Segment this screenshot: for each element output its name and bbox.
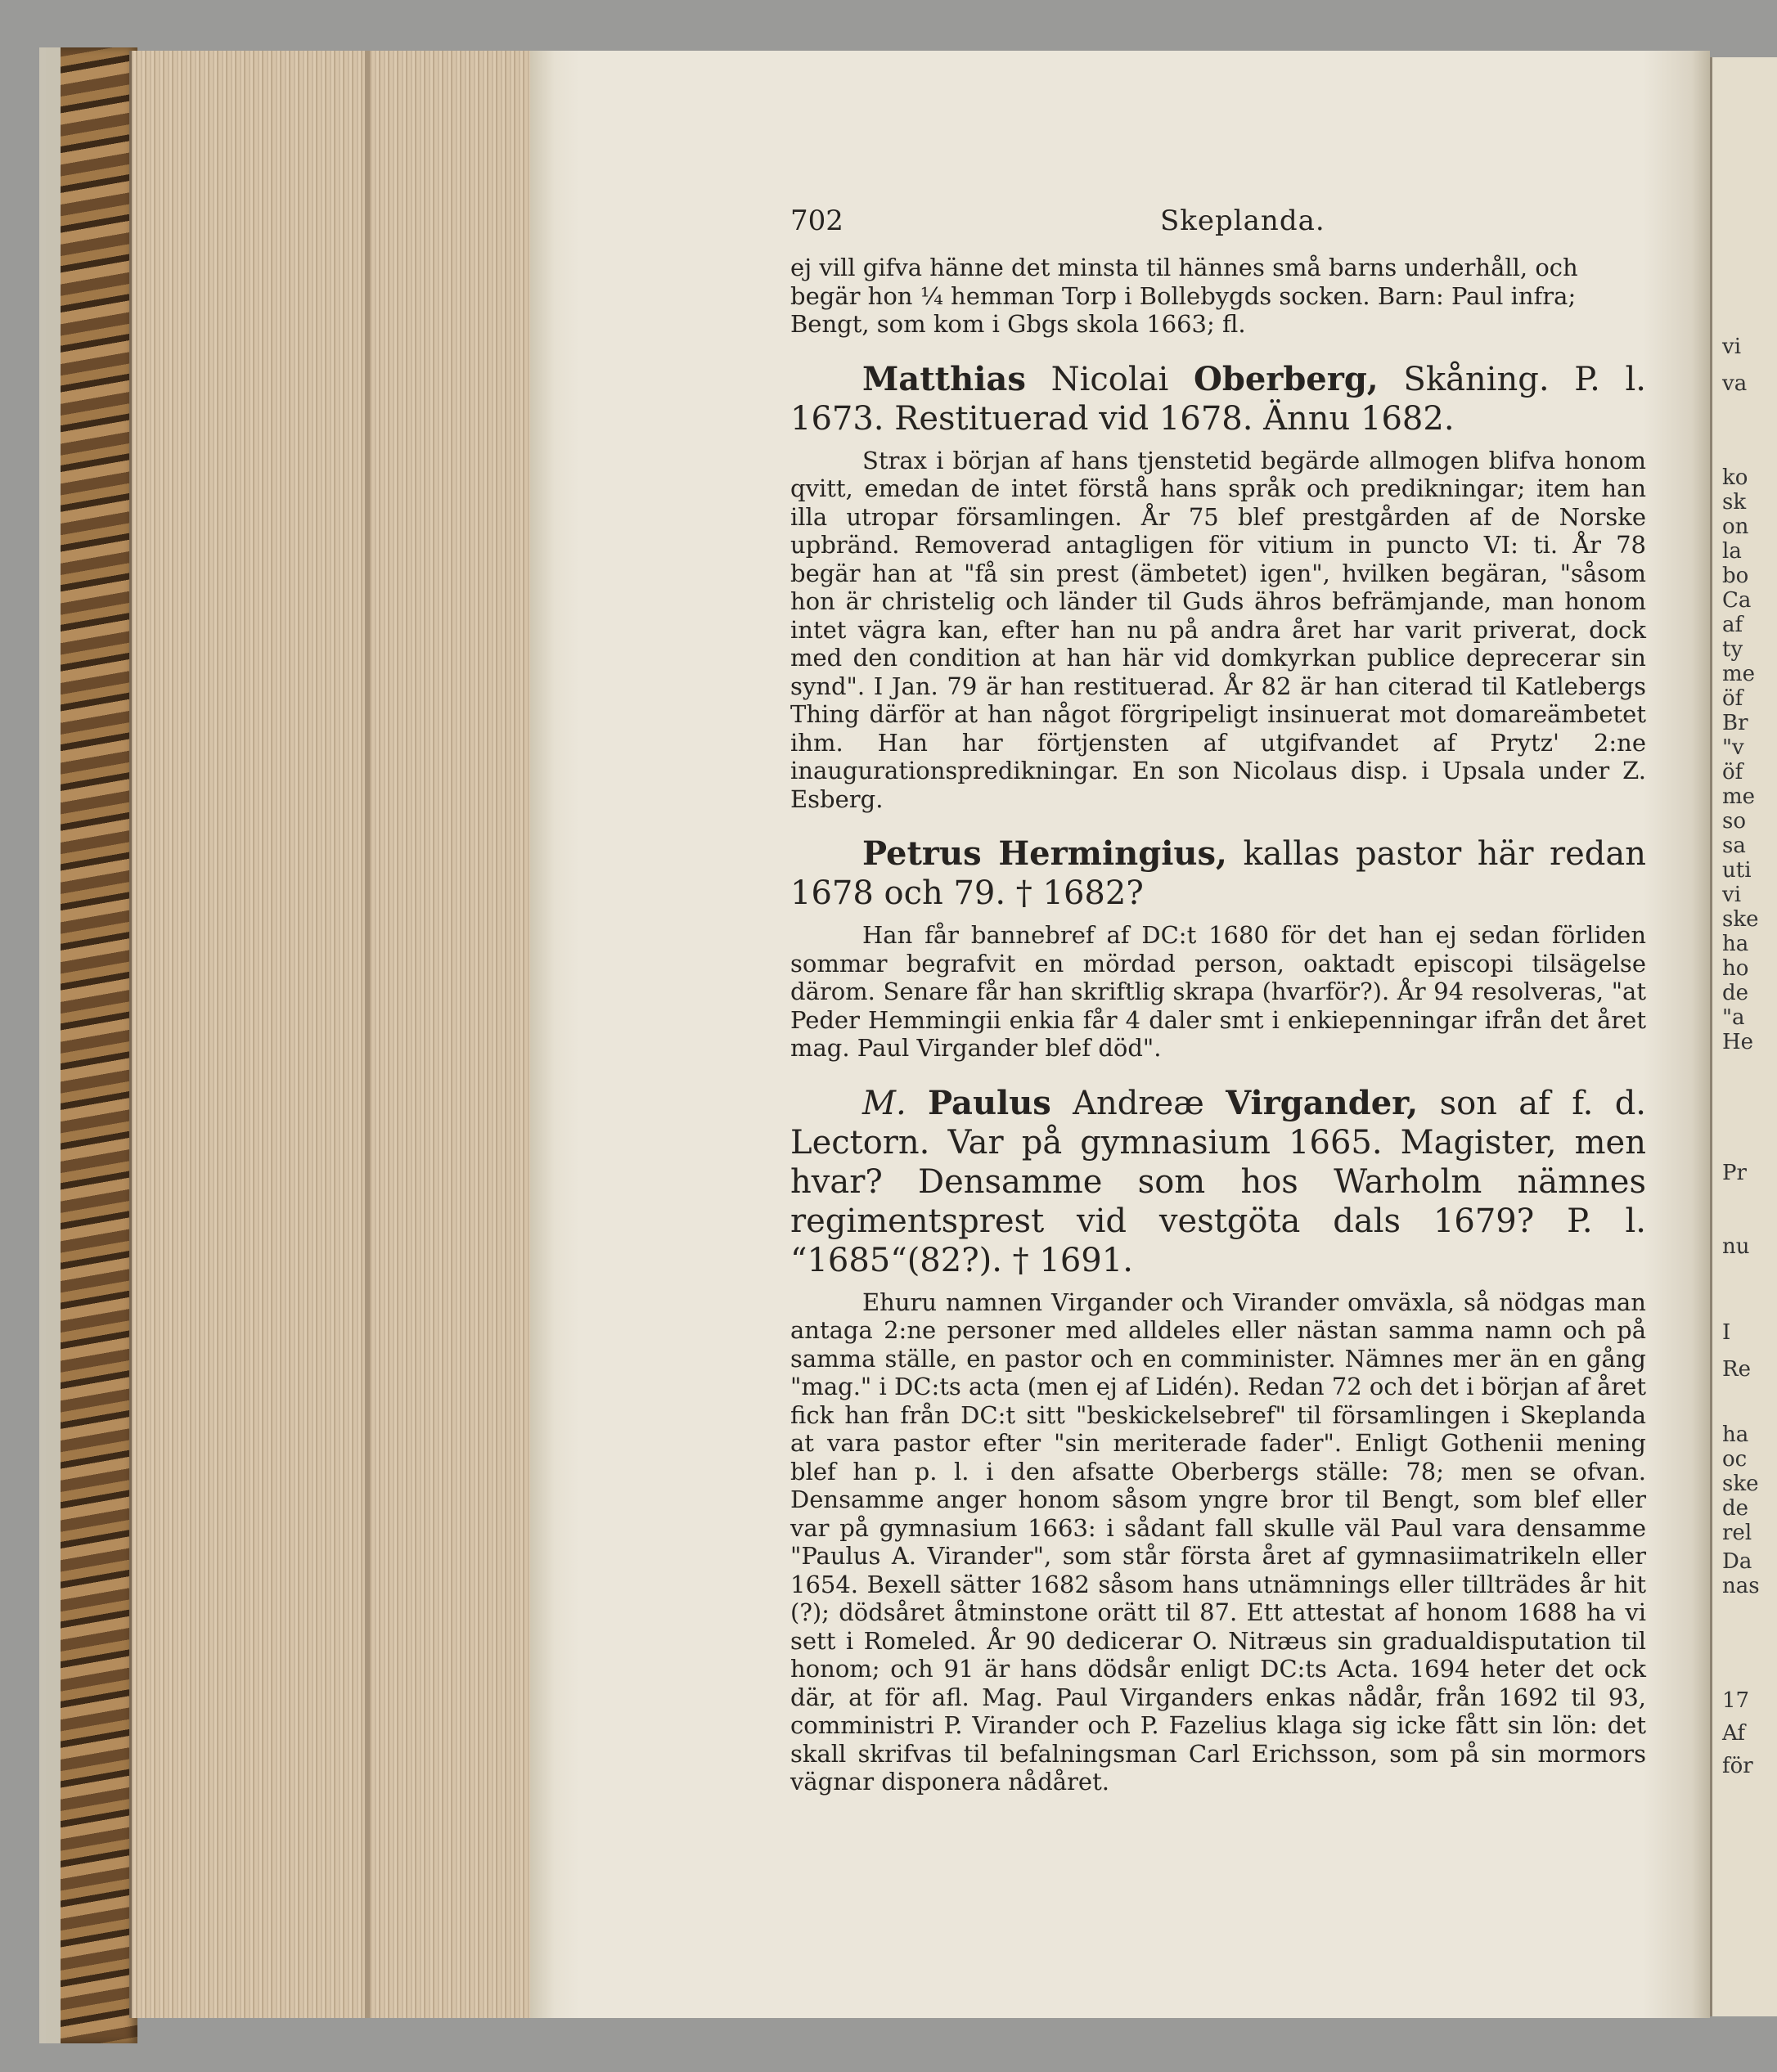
entry-prefix: M.	[862, 1084, 906, 1122]
entry-head-rest: Skåning. P. l. 1673. Restituerad vid 1678. Ännu 1682.	[790, 360, 1646, 438]
facing-page-fragment: ha	[1722, 932, 1749, 956]
facing-page-fragment: nas	[1722, 1574, 1760, 1598]
entry-name-rest: Nicolai	[1025, 360, 1194, 398]
facing-page-fragment: bo	[1722, 564, 1749, 588]
entry-name: Petrus Hermingius,	[862, 834, 1227, 873]
facing-page-fragment: Da	[1722, 1549, 1752, 1574]
facing-page-fragment: Br	[1722, 711, 1748, 735]
facing-page-fragment: Af	[1722, 1721, 1745, 1746]
facing-page-fragment: rel	[1722, 1521, 1752, 1545]
facing-page-fragment: Ca	[1722, 588, 1752, 613]
entry-head-rest: son af f. d. Lectorn. Var på gymnasium 1665. Magister, men hvar? Densamme som hos Warholm nämnes regimentsprest vid vestgöta dals 1679? P. l. “1685“(82?). † 1691.	[790, 1084, 1647, 1279]
intro-paragraph	[790, 254, 1646, 339]
page-header	[790, 205, 1646, 254]
facing-page-fragment: so	[1722, 809, 1746, 834]
facing-page-fragment: 17	[1722, 1688, 1750, 1713]
facing-page-fragment: vi	[1722, 335, 1742, 359]
entry-head-rest: kallas pastor här redan 1678 och 79. † 1682?	[790, 835, 1647, 912]
facing-page-fragment: I	[1722, 1320, 1731, 1345]
facing-page-fragment: sk	[1722, 490, 1747, 515]
facing-page-fragment: ho	[1722, 956, 1749, 981]
facing-page-fragment: öf	[1722, 760, 1743, 784]
facing-page-fragment: on	[1722, 515, 1749, 539]
facing-page-fragment: af	[1722, 613, 1743, 637]
facing-page-fragment: ty	[1722, 637, 1743, 662]
facing-page-fragment: oc	[1722, 1447, 1748, 1472]
facing-page-fragment: la	[1722, 539, 1742, 564]
facing-page	[1710, 57, 1777, 2016]
entry-name: Matthias	[862, 359, 1026, 398]
facing-page-fragment: ha	[1722, 1423, 1749, 1447]
entry-surname: Oberberg,	[1194, 359, 1379, 398]
entry-body-oberberg: Strax i början af hans tjenstetid begärde allmogen blifva honom qvitt, emedan de intet förstå hans språk och predikningar; item han illa utropar församlingen. År 75 blef prestgården af de Norske upbränd. Removerad antagligen för vitium in puncto VI: ti. År 78 begär han at "få sin prest (ämbetet) igen", hvilken begäran, "såsom hon är christelig och länder til Guds ähros befrämjande, man honom intet vägra kan, efter han nu på andra året har varit priverat, dock med den condition at han här vid domkyrkan publice deprecerar sin synd". I Jan. 79 är han restituerad. År 82 är han citerad til Katlebergs Thing därför at han något förgripeligt insinuerat mot domareämbetet ihm. Han har förtjensten af utgifvandet af Prytz' 2:ne inaugurationspredikningar. En son Nicolaus disp. i Upsala under Z. Esberg.	[790, 446, 1646, 813]
facing-page-fragment: me	[1722, 662, 1756, 686]
entry-body-hermingius: Han får bannebref af DC:t 1680 för det han ej sedan förliden sommar begrafvit en mördad person, oaktadt episcopi tilsägelse därom. Senare får han skriftlig skrapa (hvarför?). År 94 resolveras, "at Peder Hemmingii enkia får 4 daler smt i enkiepenningar ifrån det året mag. Paul Virgander blef död".	[790, 921, 1646, 1062]
facing-page-fragment: sa	[1722, 834, 1746, 858]
intro-line: Bengt, som kom i Gbgs skola 1663; fl.	[790, 310, 1246, 338]
facing-page-fragment: Re	[1722, 1357, 1751, 1382]
facing-page-fragment: öf	[1722, 686, 1743, 711]
entry-heading-virgander	[790, 1084, 1646, 1280]
facing-page-fragment: för	[1722, 1754, 1753, 1778]
page-number: 702	[790, 205, 844, 237]
entry-heading-hermingius	[790, 834, 1646, 913]
facing-page-fragment: nu	[1722, 1234, 1750, 1259]
running-title: Skeplanda.	[1160, 205, 1325, 237]
intro-line: ej vill gifva hänne det minsta til hännes små barns underhåll, och	[790, 254, 1578, 281]
entry-body-virgander: Ehuru namnen Virgander och Virander omväxla, så nödgas man antaga 2:ne personer med alldeles eller nästan samma namn och på samma ställe, en pastor och en comminister. Nämnes mer än en gång "mag." i DC:ts acta (men ej af Lidén). Redan 72 och det i början af året fick han från DC:t sitt "beskickelsebref" til församlingen i Skeplanda at vara pastor efter "sin meriterade fader". Enligt Gothenii mening blef han p. l. i den afsatte Oberbergs ställe: 78; men se ofvan. Densamme anger honom såsom yngre bror til Bengt, som blef eller var på gymnasium 1663: i sådant fall skulle väl Paul vara densamme "Paulus A. Virander", som står första året af gymnasiimatrikeln eller 1654. Bexell sätter 1682 såsom hans utnämnings eller tillträdes år hit (?); dödsåret åtminstone orätt til 87. Ett attestat af honom 1688 ha vi sett i Romeled. År 90 dedicerar O. Nitræus sin gradualdisputation til honom; och 91 är hans dödsår enligt DC:ts Acta. 1694 heter det ock där, at för afl. Mag. Paul Virganders enkas nådår, från 1692 til 93, comministri P. Virander och P. Fazelius klaga sig icke fått sin lön: det skall skrifvas til befalningsman Carl Erichsson, som på sin mormors vägnar disponera nådåret.	[790, 1288, 1646, 1796]
facing-page-fragment: de	[1722, 1496, 1749, 1521]
facing-page-fragment: me	[1722, 784, 1756, 809]
facing-page-fragment: ko	[1722, 465, 1748, 490]
page-fold	[365, 51, 370, 2018]
facing-page-fragment: Pr	[1722, 1161, 1747, 1185]
cover-edge	[46, 47, 61, 2043]
entry-heading-oberberg	[790, 360, 1646, 438]
facing-page-fragment: "a	[1722, 1005, 1745, 1030]
facing-page-fragment: He	[1722, 1030, 1754, 1054]
page-text	[790, 205, 1646, 1796]
facing-page-fragment: ske	[1722, 1472, 1759, 1496]
entry-surname: Virgander,	[1226, 1083, 1419, 1122]
intro-line: begär hon ¼ hemman Torp i Bollebygds socken. Barn: Paul infra;	[790, 281, 1577, 310]
facing-page-fragment: ske	[1722, 907, 1759, 932]
facing-page-fragment: de	[1722, 981, 1749, 1005]
entry-name-rest: Andreæ	[1050, 1084, 1226, 1122]
facing-page-fragment: va	[1722, 371, 1748, 396]
facing-page-fragment: "v	[1722, 735, 1744, 760]
page-stack-edges	[129, 51, 533, 2018]
entry-name: Paulus	[928, 1083, 1051, 1122]
facing-page-fragment: uti	[1722, 858, 1752, 883]
facing-page-fragment: vi	[1722, 883, 1742, 907]
